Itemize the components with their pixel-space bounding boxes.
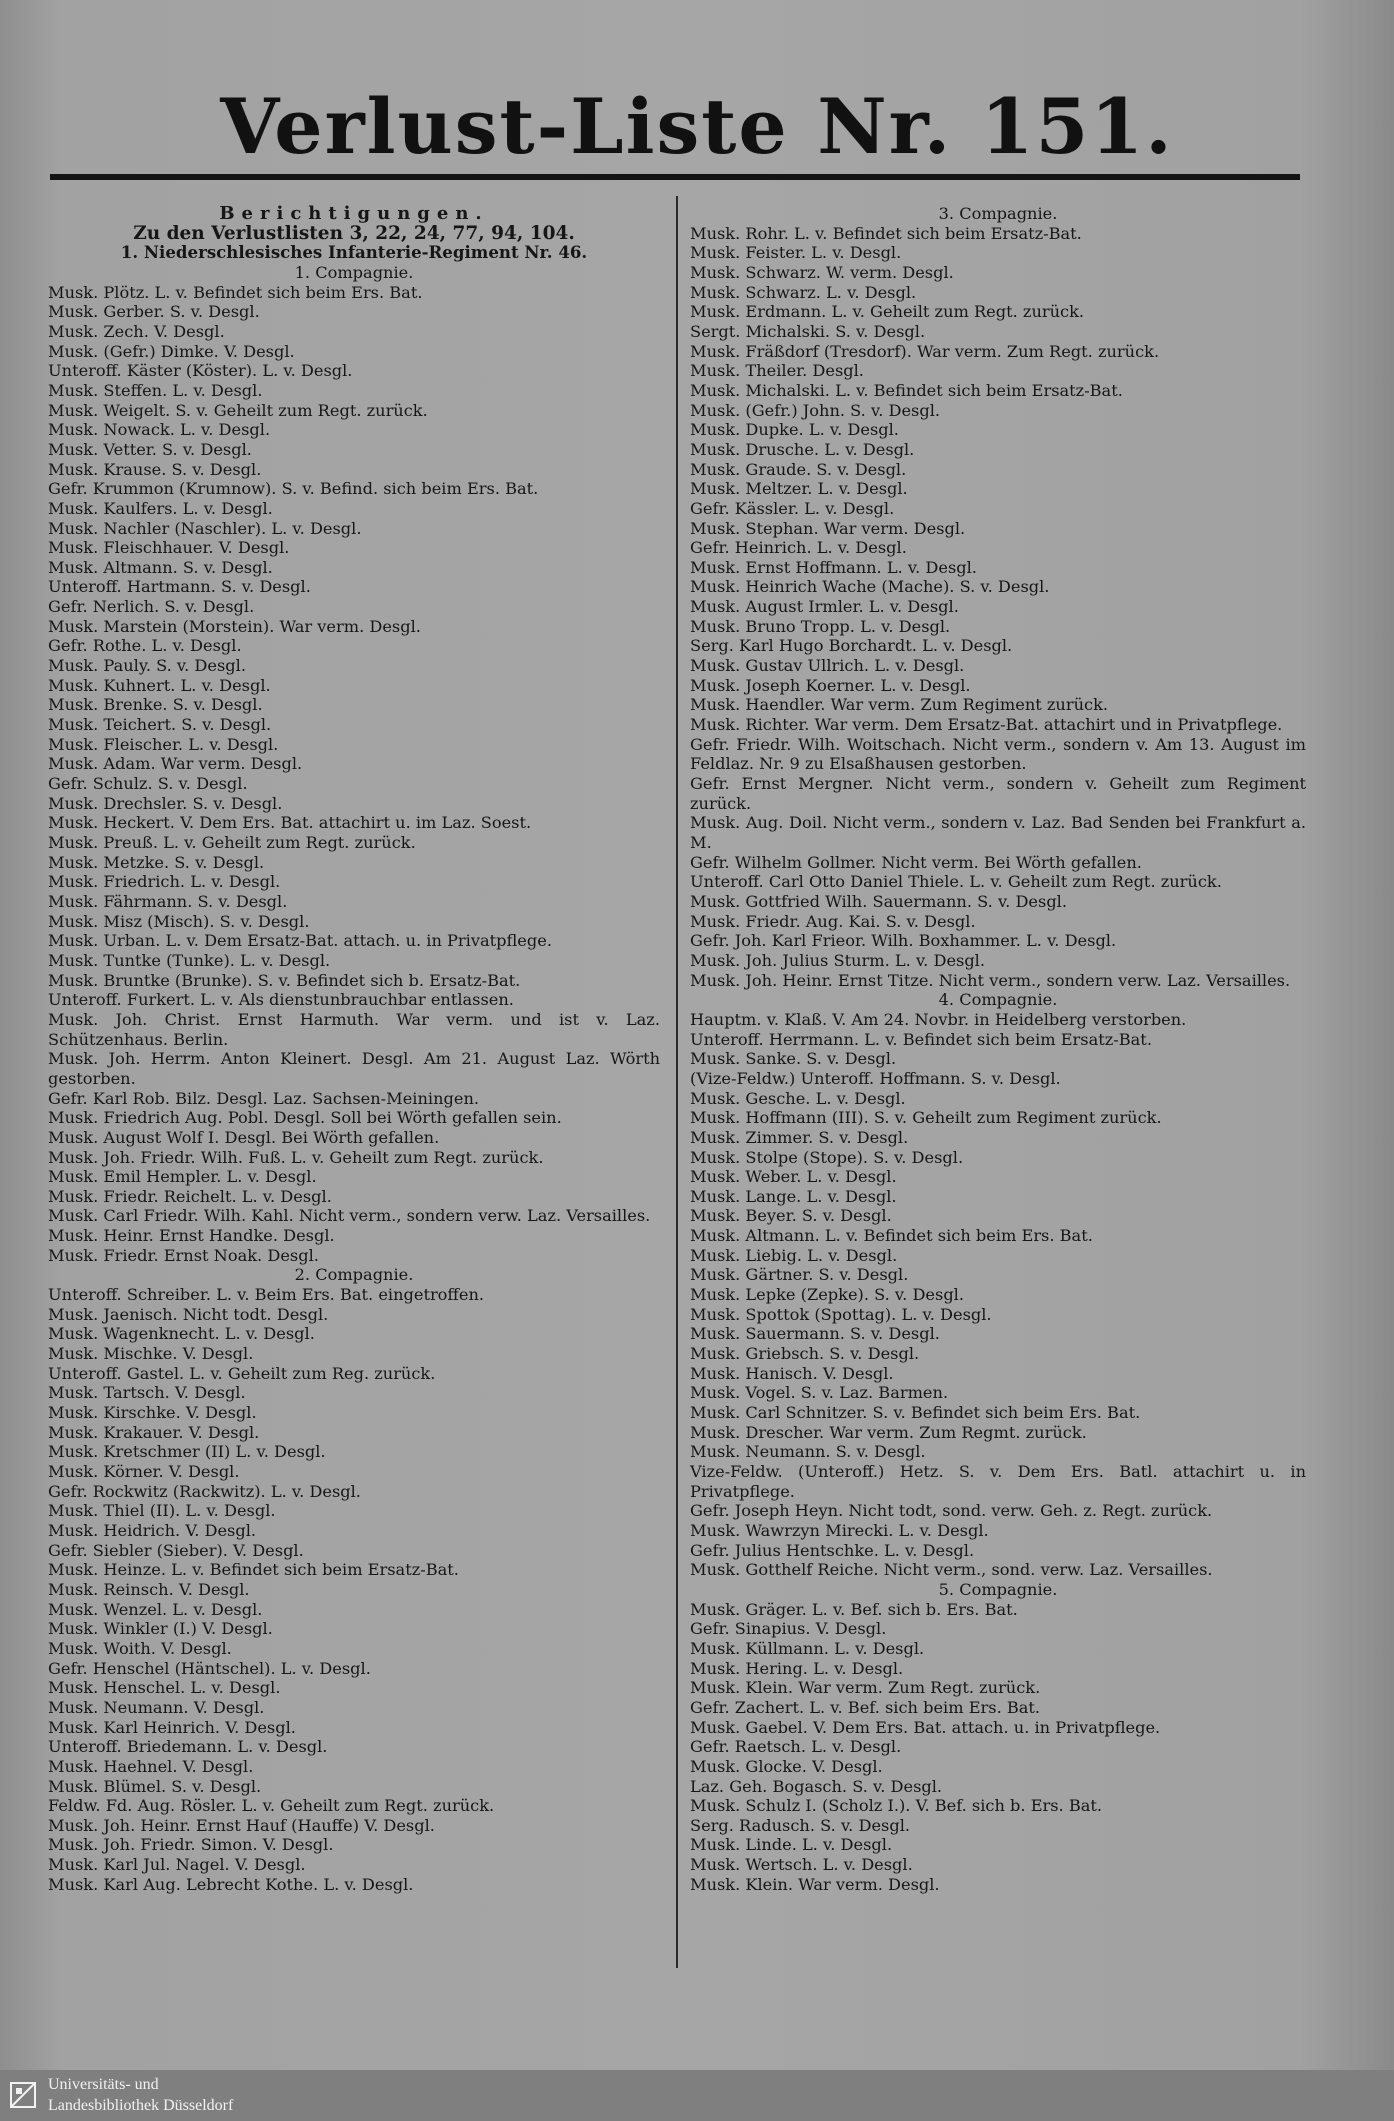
list-entry: Musk. Pauly. S. v. Desgl.	[48, 656, 246, 676]
list-entry: Musk. Fleischer. L. v. Desgl.	[48, 734, 279, 754]
list-entry: Musk. Joh. Friedr. Simon. V. Desgl.	[48, 1835, 334, 1855]
list-entry: Musk. Spottok (Spottag). L. v. Desgl.	[690, 1304, 992, 1324]
list-entry: Musk. Marstein (Morstein). War verm. Desgl.	[48, 616, 421, 636]
list-entry: Musk. Teichert. S. v. Desgl.	[48, 715, 272, 735]
list-entry: Musk. Weigelt. S. v. Geheilt zum Regt. zurück.	[48, 400, 428, 420]
company-4-list-cont	[690, 1501, 1306, 1580]
list-entry: Laz. Geh. Bogasch. S. v. Desgl.	[690, 1776, 943, 1796]
list-entry: Musk. Nowack. L. v. Desgl.	[48, 420, 271, 440]
list-entry: Musk. Friedr. Ernst Noak. Desgl.	[48, 1245, 319, 1265]
list-entry: Musk. (Gefr.) John. S. v. Desgl.	[690, 400, 941, 420]
list-entry: Musk. Heinrich Wache (Mache). S. v. Desgl.	[690, 577, 1050, 597]
list-entry: Musk. Küllmann. L. v. Desgl.	[690, 1638, 925, 1658]
list-entry: Musk. Glocke. V. Desgl.	[690, 1756, 883, 1776]
column-divider	[676, 196, 678, 1968]
list-entry: Musk. Schulz I. (Scholz I.). V. Bef. sich b. Ers. Bat.	[690, 1796, 1103, 1816]
list-entry: Gefr. Heinrich. L. v. Desgl.	[690, 538, 907, 558]
list-entry: Musk. Beyer. S. v. Desgl.	[690, 1206, 892, 1226]
list-entry: Gefr. Julius Hentschke. L. v. Desgl.	[690, 1540, 975, 1560]
list-entry: Musk. Woith. V. Desgl.	[48, 1638, 232, 1658]
list-entry: Musk. Carl Friedr. Wilh. Kahl. Nicht verm., sondern verw. Laz. Versailles.	[48, 1206, 651, 1226]
list-entry: Sergt. Michalski. S. v. Desgl.	[690, 321, 926, 341]
list-entry: Musk. Friedr. Reichelt. L. v. Desgl.	[48, 1186, 332, 1206]
list-entry: Musk. Zimmer. S. v. Desgl.	[690, 1127, 909, 1147]
list-entry: Musk. Gustav Ullrich. L. v. Desgl.	[690, 656, 965, 676]
list-entry: Musk. Tuntke (Tunke). L. v. Desgl.	[48, 950, 331, 970]
list-entry: Gefr. Friedr. Wilh. Woitschach. Nicht verm., sondern v. Am 13. August im Feldlaz. Nr. 9 zu Elsaßhausen gestorben.	[690, 734, 1306, 774]
list-entry: Musk. Stephan. War verm. Desgl.	[690, 518, 966, 538]
list-entry: Gefr. Henschel (Häntschel). L. v. Desgl.	[48, 1658, 371, 1678]
list-entry: Musk. Heckert. V. Dem Ers. Bat. attachirt u. im Laz. Soest.	[48, 813, 532, 833]
berichtigungen-heading: Berichtigungen.	[219, 203, 489, 224]
list-entry: Musk. Liebig. L. v. Desgl.	[690, 1245, 898, 1265]
list-entry: Musk. Schwarz. L. v. Desgl.	[690, 282, 917, 302]
list-entry: Musk. Michalski. L. v. Befindet sich beim Ersatz-Bat.	[690, 380, 1123, 400]
list-entry: Musk. Karl Aug. Lebrecht Kothe. L. v. Desgl.	[48, 1874, 414, 1894]
list-entry: Musk. Fährmann. S. v. Desgl.	[48, 891, 288, 911]
list-entry: Musk. Karl Heinrich. V. Desgl.	[48, 1717, 296, 1737]
title-rule	[50, 174, 1300, 180]
list-entry: Musk. Joh. Herrm. Anton Kleinert. Desgl. Am 21. August Laz. Wörth gestorben.	[48, 1049, 660, 1088]
list-entry: Musk. Friedr. Aug. Kai. S. v. Desgl.	[690, 911, 976, 931]
right-column	[690, 204, 1306, 1894]
list-entry: Musk. Lepke (Zepke). S. v. Desgl.	[690, 1285, 964, 1305]
list-entry: Musk. Friedrich. L. v. Desgl.	[48, 872, 281, 892]
list-entry: Musk. Fräßdorf (Tresdorf). War verm. Zum Regt. zurück.	[690, 341, 1160, 361]
list-entry: Musk. Dupke. L. v. Desgl.	[690, 420, 899, 440]
list-entry: Musk. Carl Schnitzer. S. v. Befindet sich beim Ers. Bat.	[690, 1403, 1141, 1423]
list-entry: Musk. August Irmler. L. v. Desgl.	[690, 597, 959, 617]
list-entry: Unteroff. Schreiber. L. v. Beim Ers. Bat. eingetroffen.	[48, 1285, 485, 1305]
list-entry: Musk. Ernst Hoffmann. L. v. Desgl.	[690, 557, 977, 577]
list-entry: Musk. Rohr. L. v. Befindet sich beim Ersatz-Bat.	[690, 223, 1082, 243]
list-entry: Musk. Schwarz. W. verm. Desgl.	[690, 262, 954, 282]
list-entry: Gefr. Schulz. S. v. Desgl.	[48, 774, 248, 794]
company-1-list	[48, 283, 660, 1010]
list-entry: Musk. Gottfried Wilh. Sauermann. S. v. Desgl.	[690, 891, 1068, 911]
list-entry: Musk. Reinsch. V. Desgl.	[48, 1579, 250, 1599]
list-entry: Gefr. Karl Rob. Bilz. Desgl. Laz. Sachsen-Meiningen.	[48, 1088, 480, 1108]
list-entry: Unteroff. Herrmann. L. v. Befindet sich beim Ersatz-Bat.	[690, 1029, 1152, 1049]
list-entry: Gefr. Raetsch. L. v. Desgl.	[690, 1737, 902, 1757]
list-entry: Musk. Klein. War verm. Zum Regt. zurück.	[690, 1678, 1041, 1698]
list-entry: Gefr. Ernst Mergner. Nicht verm., sondern v. Geheilt zum Regiment zurück.	[690, 774, 1306, 813]
list-entry: Unteroff. Carl Otto Daniel Thiele. L. v. Geheilt zum Regt. zurück.	[690, 872, 1222, 892]
list-entry: Gefr. Rockwitz (Rackwitz). L. v. Desgl.	[48, 1481, 361, 1501]
regiment-heading: 1. Niederschlesisches Infanterie-Regiment Nr. 46.	[120, 242, 588, 263]
list-entry: Gefr. Zachert. L. v. Bef. sich beim Ers. Bat.	[690, 1697, 1041, 1717]
company-1-heading: 1. Compagnie.	[294, 262, 414, 282]
list-entry: Vize-Feldw. (Unteroff.) Hetz. S. v. Dem Ers. Batl. attachirt u. in Privatpflege.	[690, 1462, 1306, 1501]
list-entry: Musk. Karl Jul. Nagel. V. Desgl.	[48, 1855, 306, 1875]
list-entry: Musk. Wertsch. L. v. Desgl.	[690, 1855, 913, 1875]
list-entry: Musk. Körner. V. Desgl.	[48, 1462, 240, 1481]
list-entry: Musk. Gaebel. V. Dem Ers. Bat. attach. u. in Privatpflege.	[690, 1717, 1161, 1737]
list-entry: Musk. Misz (Misch). S. v. Desgl.	[48, 911, 310, 931]
list-entry: Musk. Hanisch. V. Desgl.	[690, 1363, 894, 1383]
page-title: Verlust-Liste Nr. 151.	[220, 82, 1174, 171]
list-entry: Musk. Gesche. L. v. Desgl.	[690, 1088, 906, 1108]
list-entry: Musk. Kaulfers. L. v. Desgl.	[48, 498, 273, 518]
list-entry: Gefr. Krummon (Krumnow). S. v. Befind. sich beim Ers. Bat.	[48, 479, 539, 499]
list-entry: Musk. Joh. Julius Sturm. L. v. Desgl.	[690, 950, 986, 970]
list-entry: Musk. Griebsch. S. v. Desgl.	[690, 1344, 920, 1364]
list-entry: Unteroff. Gastel. L. v. Geheilt zum Reg. zurück.	[48, 1363, 436, 1383]
list-entry: Musk. Sauermann. S. v. Desgl.	[690, 1324, 940, 1344]
company-3-heading: 3. Compagnie.	[938, 204, 1058, 223]
list-entry: Musk. (Gefr.) Dimke. V. Desgl.	[48, 341, 295, 361]
list-entry: Musk. Theiler. Desgl.	[690, 361, 864, 381]
list-entry: Musk. Gärtner. S. v. Desgl.	[690, 1265, 909, 1285]
list-entry: Musk. Plötz. L. v. Befindet sich beim Ers. Bat.	[48, 282, 423, 302]
list-entry: Musk. Thiel (II). L. v. Desgl.	[48, 1501, 276, 1521]
library-name-line-1: Universitäts- und	[48, 2076, 159, 2093]
list-entry: Musk. Lange. L. v. Desgl.	[690, 1186, 897, 1206]
list-entry: Musk. Gräger. L. v. Bef. sich b. Ers. Bat.	[690, 1599, 1018, 1619]
list-entry: Gefr. Joh. Karl Frieor. Wilh. Boxhammer. L. v. Desgl.	[690, 931, 1117, 951]
list-entry: Musk. Drechsler. S. v. Desgl.	[48, 793, 283, 813]
list-entry: Musk. Henschel. L. v. Desgl.	[48, 1678, 281, 1698]
list-entry: Musk. Linde. L. v. Desgl.	[690, 1835, 893, 1855]
list-entry: Musk. Blümel. S. v. Desgl.	[48, 1776, 262, 1796]
company-5-heading: 5. Compagnie.	[938, 1579, 1058, 1599]
list-entry: Feldw. Fd. Aug. Rösler. L. v. Geheilt zum Regt. zurück.	[48, 1796, 495, 1816]
library-logo-icon	[8, 2080, 38, 2110]
list-entry: Musk. Mischke. V. Desgl.	[48, 1344, 254, 1364]
list-entry: Serg. Radusch. S. v. Desgl.	[690, 1815, 911, 1835]
list-entry: Musk. Kuhnert. L. v. Desgl.	[48, 675, 271, 695]
list-entry: Musk. Neumann. V. Desgl.	[48, 1697, 265, 1717]
list-entry: Musk. Hering. L. v. Desgl.	[690, 1658, 904, 1678]
list-entry: Unteroff. Hartmann. S. v. Desgl.	[48, 577, 311, 597]
list-entry: Unteroff. Briedemann. L. v. Desgl.	[48, 1737, 328, 1757]
list-entry: Musk. Tartsch. V. Desgl.	[48, 1383, 246, 1403]
list-entry: Musk. Hoffmann (III). S. v. Geheilt zum Regiment zurück.	[690, 1108, 1162, 1128]
list-entry: Musk. Erdmann. L. v. Geheilt zum Regt. zurück.	[690, 302, 1085, 322]
company-4-list	[690, 1010, 1306, 1462]
company-5-list	[690, 1600, 1306, 1895]
list-entry: Gefr. Rothe. L. v. Desgl.	[48, 636, 242, 656]
library-footer	[0, 2070, 1394, 2121]
list-entry: Musk. Aug. Doil. Nicht verm., sondern v. Laz. Bad Senden bei Frankfurt a. M.	[690, 813, 1306, 852]
list-entry: Musk. Klein. War verm. Desgl.	[690, 1874, 940, 1894]
list-entry: Musk. Nachler (Naschler). L. v. Desgl.	[48, 518, 362, 538]
library-name-line-2: Landesbibliothek Düsseldorf	[48, 2097, 234, 2114]
list-entry: Musk. Joh. Heinr. Ernst Titze. Nicht verm., sondern verw. Laz. Versailles.	[690, 970, 1291, 990]
list-entry: (Vize-Feldw.) Unteroff. Hoffmann. S. v. Desgl.	[690, 1068, 1061, 1088]
company-3-list	[690, 224, 1306, 715]
list-entry: Musk. Friedrich Aug. Pobl. Desgl. Soll bei Wörth gefallen sein.	[48, 1108, 562, 1128]
list-entry: Musk. August Wolf I. Desgl. Bei Wörth gefallen.	[48, 1127, 440, 1147]
list-entry: Musk. Meltzer. L. v. Desgl.	[690, 479, 908, 499]
company-2-list	[48, 1285, 660, 1894]
company-1-list-end	[48, 1226, 660, 1265]
list-entry: Musk. Krause. S. v. Desgl.	[48, 459, 262, 479]
list-entry: Musk. Bruno Tropp. L. v. Desgl.	[690, 616, 951, 636]
list-entry: Musk. Brenke. S. v. Desgl.	[48, 695, 263, 715]
list-entry: Musk. Urban. L. v. Dem Ersatz-Bat. attach. u. in Privatpflege.	[48, 931, 552, 951]
company-3-list-cont	[690, 853, 1306, 971]
list-entry: Musk. Fleischhauer. V. Desgl.	[48, 538, 290, 558]
list-entry: Musk. Winkler (I.) V. Desgl.	[48, 1619, 273, 1639]
list-entry: Musk. Jaenisch. Nicht todt. Desgl.	[48, 1304, 329, 1324]
list-entry: Musk. Weber. L. v. Desgl.	[690, 1167, 897, 1187]
company-2-heading: 2. Compagnie.	[294, 1265, 414, 1285]
list-entry: Musk. Graude. S. v. Desgl.	[690, 459, 907, 479]
list-entry: Gefr. Joseph Heyn. Nicht todt, sond. verw. Geh. z. Regt. zurück.	[690, 1501, 1213, 1521]
list-entry: Musk. Gotthelf Reiche. Nicht verm., sond. verw. Laz. Versailles.	[690, 1560, 1213, 1580]
list-entry: Gefr. Sinapius. V. Desgl.	[690, 1619, 887, 1639]
list-entry: Gefr. Nerlich. S. v. Desgl.	[48, 597, 255, 617]
list-entry: Musk. Krakauer. V. Desgl.	[48, 1422, 260, 1442]
list-entry: Musk. Joh. Friedr. Wilh. Fuß. L. v. Geheilt zum Regt. zurück.	[48, 1147, 544, 1167]
list-entry: Musk. Adam. War verm. Desgl.	[48, 754, 303, 774]
list-entry: Musk. Zech. V. Desgl.	[48, 321, 225, 341]
list-entry: Musk. Vetter. S. v. Desgl.	[48, 439, 252, 459]
list-entry: Musk. Emil Hempler. L. v. Desgl.	[48, 1167, 317, 1187]
company-1-list-cont	[48, 1089, 660, 1207]
list-entry: Musk. Richter. War verm. Dem Ersatz-Bat. attachirt und in Privatpflege.	[690, 715, 1283, 735]
list-entry: Musk. Joh. Heinr. Ernst Hauf (Hauffe) V. Desgl.	[48, 1815, 435, 1835]
verlustlisten-heading: Zu den Verlustlisten 3, 22, 24, 77, 94, 104.	[133, 222, 575, 244]
list-entry: Unteroff. Furkert. L. v. Als dienstunbrauchbar entlassen.	[48, 990, 514, 1010]
list-entry: Musk. Kirschke. V. Desgl.	[48, 1403, 257, 1423]
list-entry: Gefr. Siebler (Sieber). V. Desgl.	[48, 1540, 304, 1560]
list-entry: Musk. Bruntke (Brunke). S. v. Befindet sich b. Ersatz-Bat.	[48, 970, 521, 990]
list-entry: Musk. Gerber. S. v. Desgl.	[48, 302, 260, 322]
list-entry: Musk. Joh. Christ. Ernst Harmuth. War verm. und ist v. Laz. Schützenhaus. Berlin.	[48, 1009, 660, 1049]
list-entry: Musk. Metzke. S. v. Desgl.	[48, 852, 265, 872]
company-4-heading: 4. Compagnie.	[938, 990, 1058, 1010]
list-entry: Gefr. Wilhelm Gollmer. Nicht verm. Bei Wörth gefallen.	[690, 852, 1142, 872]
list-entry: Musk. Heinr. Ernst Handke. Desgl.	[48, 1226, 335, 1246]
list-entry: Hauptm. v. Klaß. V. Am 24. Novbr. in Heidelberg verstorben.	[690, 1009, 1187, 1029]
list-entry: Musk. Wagenknecht. L. v. Desgl.	[48, 1324, 315, 1344]
list-entry: Serg. Karl Hugo Borchardt. L. v. Desgl.	[690, 636, 1013, 656]
list-entry: Musk. Vogel. S. v. Laz. Barmen.	[690, 1383, 949, 1403]
list-entry: Musk. Neumann. S. v. Desgl.	[690, 1442, 926, 1462]
list-entry: Unteroff. Käster (Köster). L. v. Desgl.	[48, 361, 353, 381]
list-entry: Musk. Sanke. S. v. Desgl.	[690, 1049, 897, 1069]
list-entry: Musk. Drescher. War verm. Zum Regmt. zurück.	[690, 1422, 1087, 1442]
library-name	[48, 2074, 233, 2116]
list-entry: Musk. Kretschmer (II) L. v. Desgl.	[48, 1442, 326, 1462]
list-entry: Musk. Altmann. S. v. Desgl.	[48, 557, 273, 577]
list-entry: Musk. Joseph Koerner. L. v. Desgl.	[690, 675, 971, 695]
list-entry: Musk. Preuß. L. v. Geheilt zum Regt. zurück.	[48, 833, 416, 852]
list-entry: Musk. Altmann. L. v. Befindet sich beim Ers. Bat.	[690, 1226, 1093, 1246]
list-entry: Musk. Wenzel. L. v. Desgl.	[48, 1599, 263, 1619]
list-entry: Gefr. Kässler. L. v. Desgl.	[690, 498, 895, 518]
list-entry: Musk. Feister. L. v. Desgl.	[690, 243, 902, 263]
list-entry: Musk. Steffen. L. v. Desgl.	[48, 380, 263, 400]
list-entry: Musk. Haendler. War verm. Zum Regiment zurück.	[690, 695, 1109, 715]
list-entry: Musk. Haehnel. V. Desgl.	[48, 1756, 254, 1776]
list-entry: Musk. Heidrich. V. Desgl.	[48, 1520, 257, 1540]
list-entry: Musk. Heinze. L. v. Befindet sich beim Ersatz-Bat.	[48, 1560, 459, 1580]
list-entry: Musk. Wawrzyn Mirecki. L. v. Desgl.	[690, 1520, 989, 1540]
list-entry: Musk. Stolpe (Stope). S. v. Desgl.	[690, 1147, 964, 1167]
left-column	[48, 204, 660, 1894]
list-entry: Musk. Drusche. L. v. Desgl.	[690, 439, 915, 459]
